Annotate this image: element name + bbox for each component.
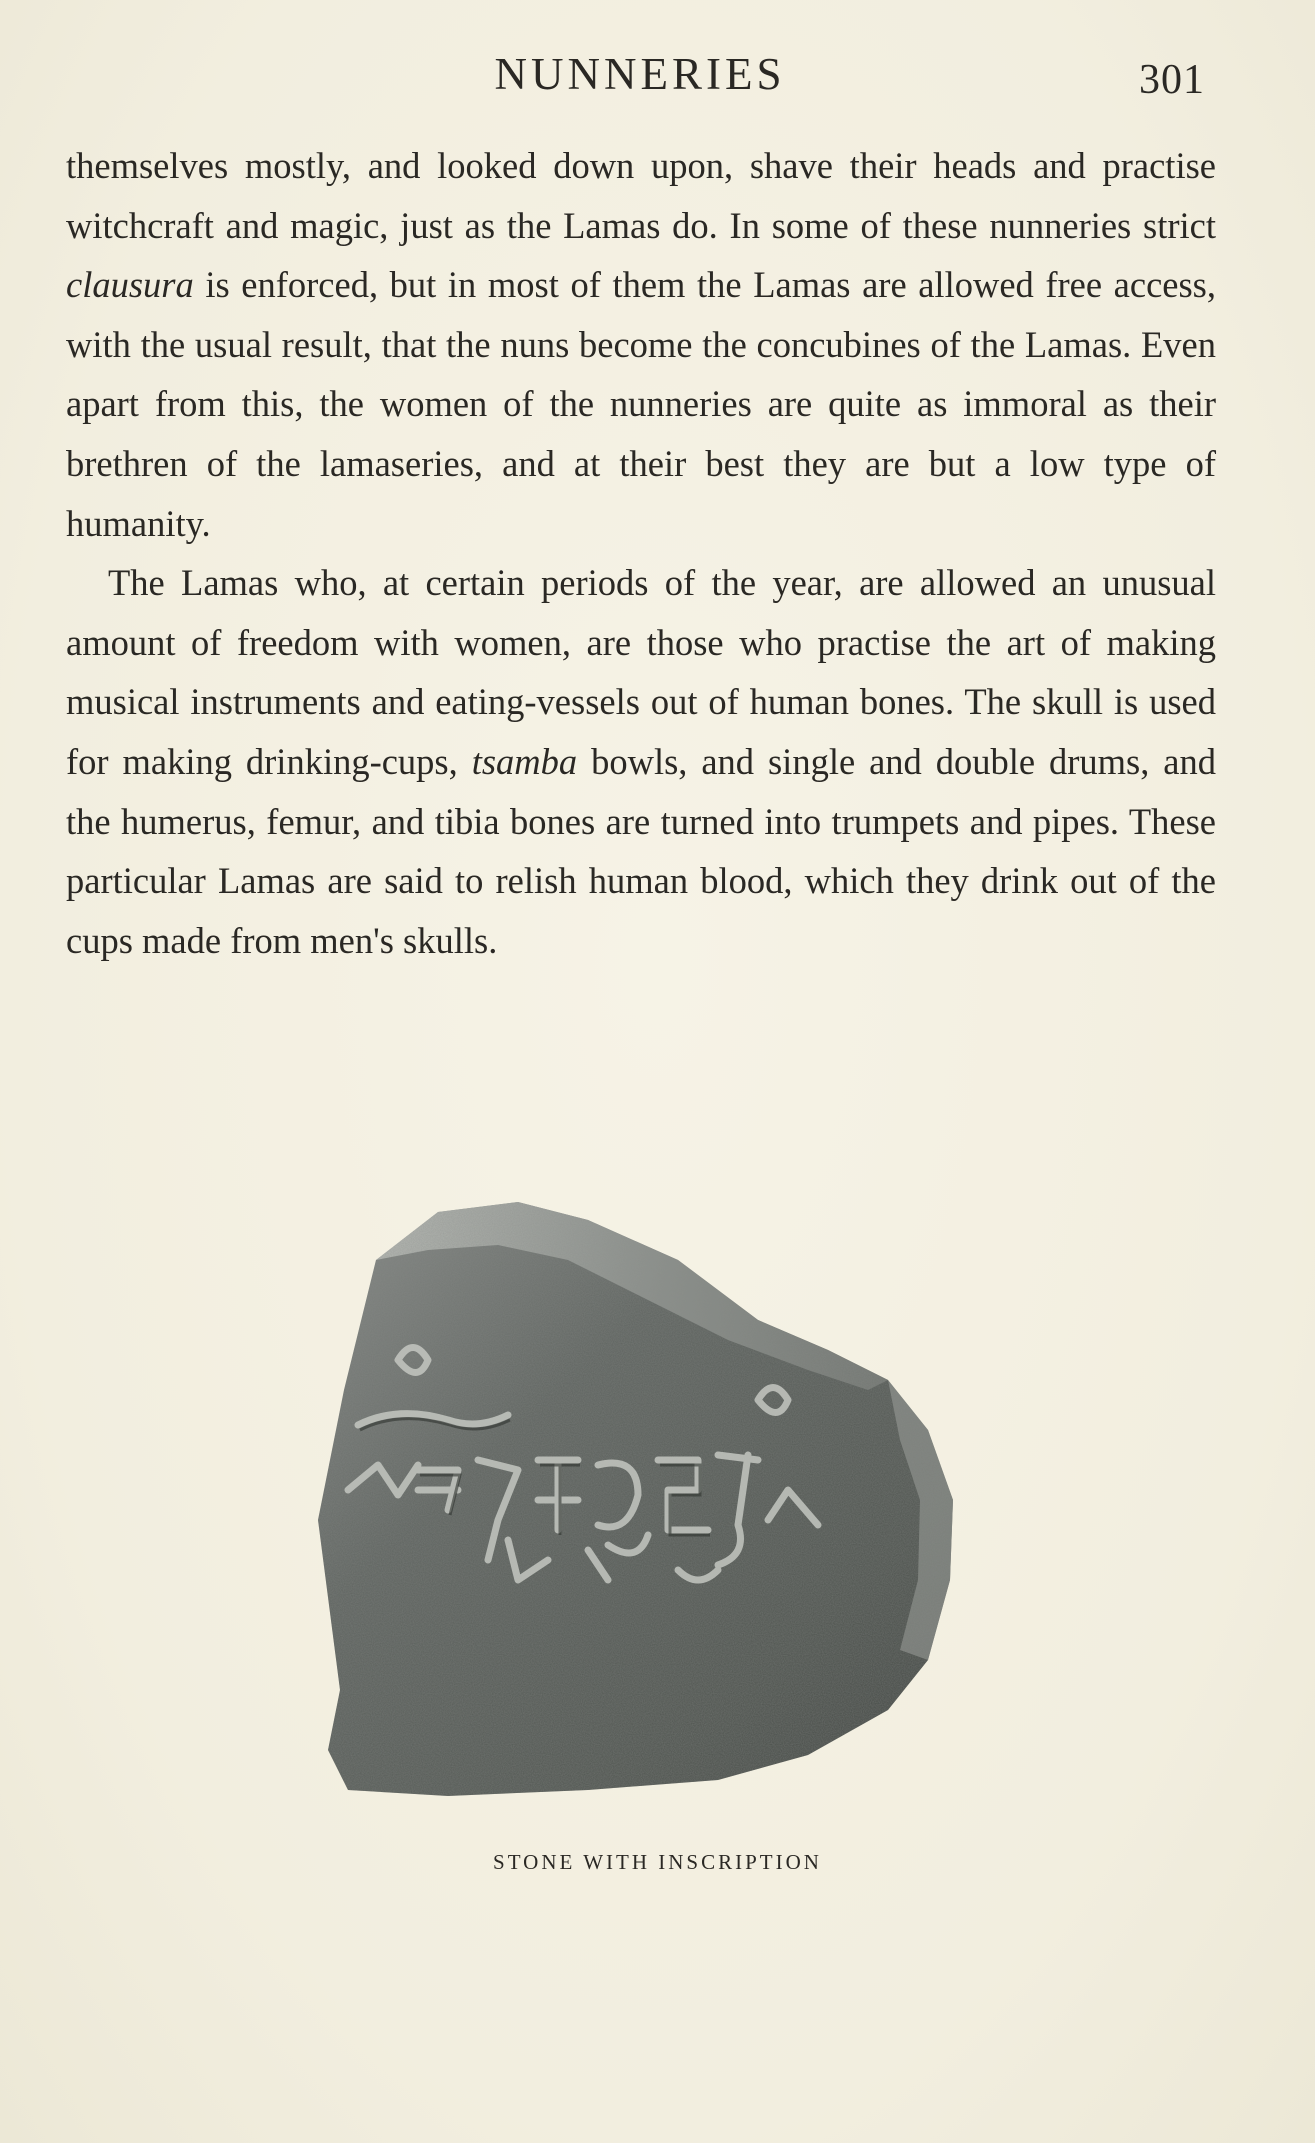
paragraph-1 xyxy=(66,136,1216,553)
page-number: 301 xyxy=(1139,57,1205,103)
running-title: NUNNERIES xyxy=(494,49,786,99)
body-text xyxy=(66,136,1216,970)
paragraph-2 xyxy=(66,553,1216,970)
figure-caption: STONE WITH INSCRIPTION xyxy=(493,1850,822,1874)
running-head xyxy=(0,48,1315,108)
italic-term-clausura: clausura xyxy=(66,264,194,306)
paragraph-1-text-a: themselves mostly, and looked down upon, shave their heads and practise witchcraft and magic, just as the Lamas do. In some of these nunneries strict xyxy=(66,145,1216,246)
paragraph-2-text-b: bowls, and single and double drums, and the humerus, femur, and tibia bones are turned into trumpets and pipes. These particular Lamas are said to relish human blood, which they drink out of the cups made from men's skulls. xyxy=(66,740,1216,961)
inscribed-stone-image xyxy=(288,1190,998,1820)
paragraph-1-text-b: is enforced, but in most of them the Lamas are allowed free access, with the usual result, that the nuns become the concubines of the Lamas. Even apart from this, the women of the nunneries are quite as immoral as their brethren of the lamaseries, and at their best they are but a low type of humanity. xyxy=(66,264,1216,544)
italic-term-tsamba: tsamba xyxy=(471,740,578,782)
stone-illustration xyxy=(288,1190,998,1820)
paragraph-2-text-a: The Lamas who, at certain periods of the year, are allowed an unusual amount of freedom with women, are those who practise the art of making musical instruments and eating-vessels out of human bones. The skull is used for making drinking-cups, xyxy=(66,562,1216,782)
